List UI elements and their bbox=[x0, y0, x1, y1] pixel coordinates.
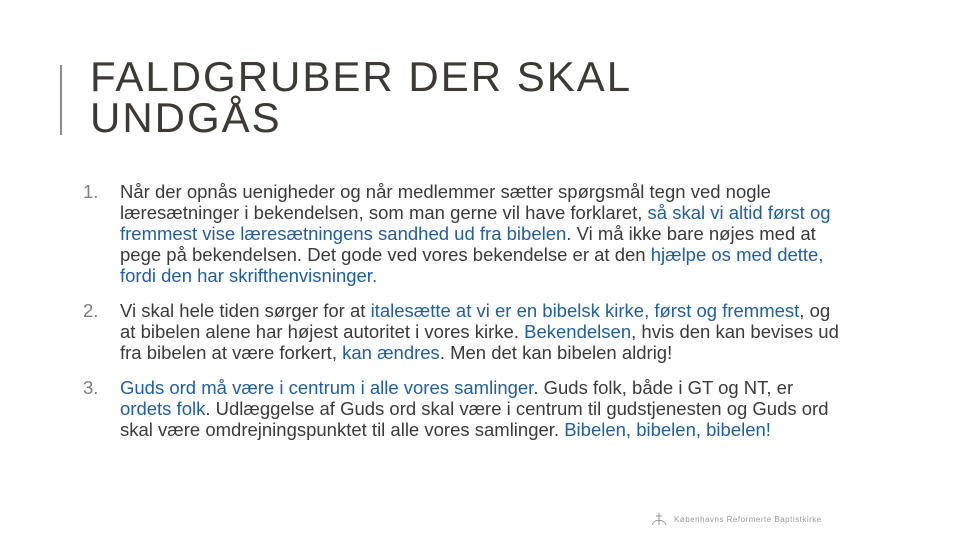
body-text: , hvis den kan bevises ud fra bibelen at være forkert, bbox=[120, 321, 839, 363]
title-line-1: FALDGRUBER DER SKAL bbox=[90, 53, 633, 100]
highlighted-text: Guds ord må være i centrum i alle vores samlinger bbox=[120, 377, 534, 398]
list-item-number: 3. bbox=[83, 377, 99, 398]
body-text: . Men det kan bibelen aldrig! bbox=[439, 342, 673, 363]
footer-logo bbox=[650, 512, 822, 526]
highlighted-text: Bekendelsen bbox=[524, 321, 632, 342]
body-text: , og at bibelen alene har højest autoritet i vores kirke. bbox=[120, 300, 831, 342]
body-text: Vi skal hele tiden sørger for at bbox=[120, 300, 371, 321]
list-item-number: 2. bbox=[83, 300, 99, 321]
footer-org-name: Københavns Reformerte Baptistkirke bbox=[674, 514, 822, 524]
highlighted-text: så skal vi altid først og fremmest vise læresætningens sandhed ud fra bibelen bbox=[120, 202, 831, 244]
highlighted-text: hjælpe os med dette, fordi den har skrifthenvisninger. bbox=[120, 244, 824, 286]
slide-title bbox=[90, 53, 633, 141]
list-item bbox=[83, 377, 843, 440]
body-text: . Vi må ikke bare nøjes med at pege på bekendelsen. Det gode ved vores bekendelse er at den bbox=[120, 223, 816, 265]
highlighted-text: Bibelen, bibelen, bibelen! bbox=[564, 419, 771, 440]
body-text: Når der opnås uenigheder og når medlemmer sætter spørgsmål tegn ved nogle læresætninger i bekendelsen, som man gerne vil have forklaret, bbox=[120, 181, 771, 223]
highlighted-text: kan ændres bbox=[342, 342, 440, 363]
list-item bbox=[83, 300, 843, 363]
title-accent-bar bbox=[60, 65, 62, 135]
list-item-number: 1. bbox=[83, 181, 99, 202]
body-text: . Udlæggelse af Guds ord skal være i centrum til gudstjenesten og Guds ord skal være omdrejningspunktet til alle vores samlinger. bbox=[120, 398, 829, 440]
numbered-list bbox=[83, 181, 843, 454]
title-line-2: UNDGÅS bbox=[90, 94, 282, 141]
highlighted-text: ordets folk bbox=[120, 398, 206, 419]
body-text: . Guds folk, både i GT og NT, er bbox=[533, 377, 794, 398]
highlighted-text: italesætte at vi er en bibelsk kirke, først og fremmest bbox=[370, 300, 800, 321]
list-item bbox=[83, 181, 843, 286]
church-logo-icon bbox=[650, 512, 668, 526]
